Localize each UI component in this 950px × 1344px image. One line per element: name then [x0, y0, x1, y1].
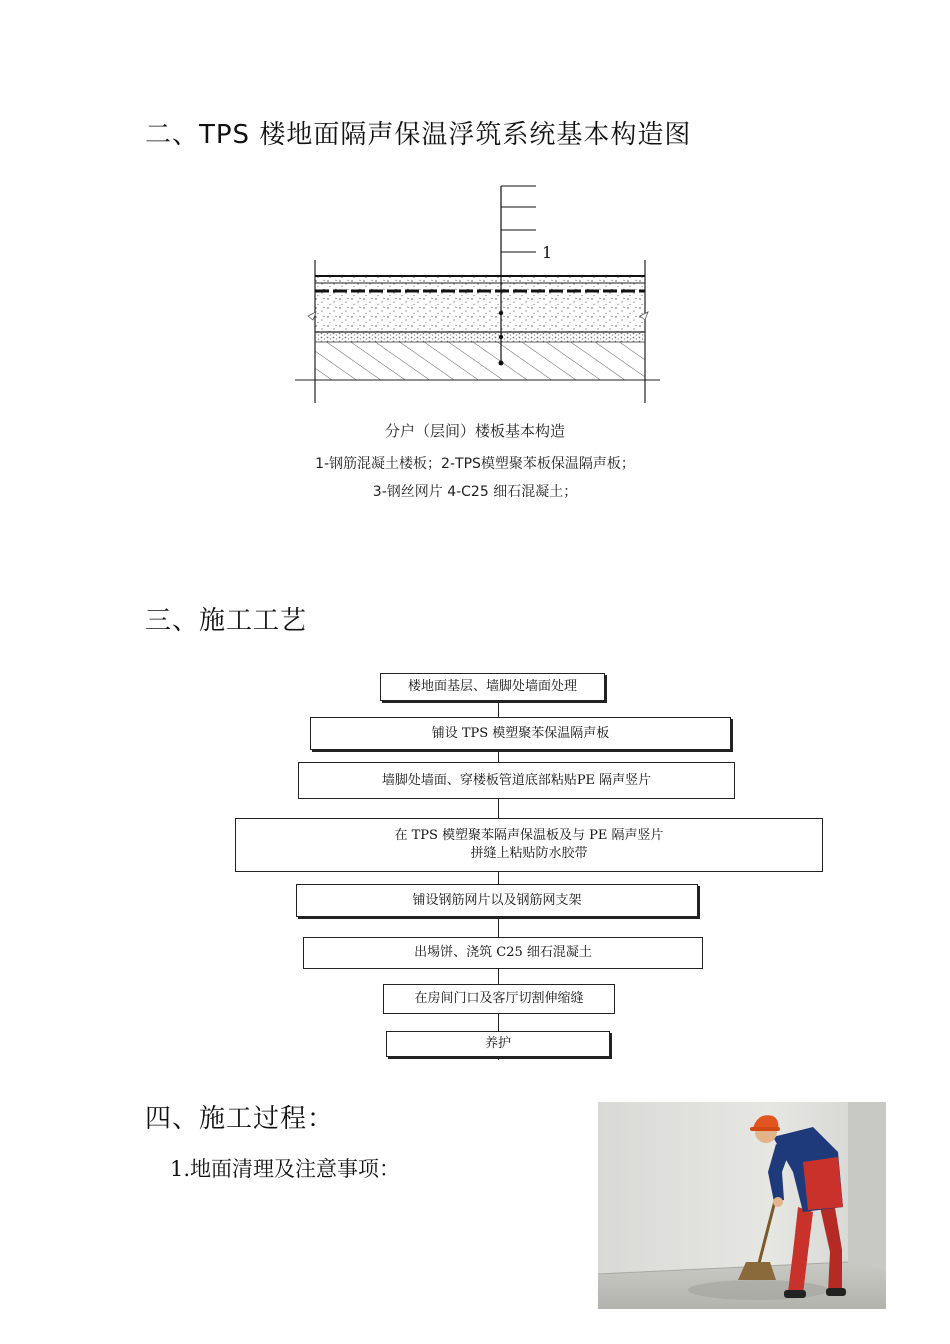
diagram-caption-line-1: 1-钢筋混凝土楼板；2-TPS模塑聚苯板保温隔声板； — [315, 456, 635, 472]
concrete-layer — [315, 276, 645, 332]
flow-step-5: 铺设钢筋网片以及钢筋网支架 — [296, 884, 698, 917]
flow-step-3: 墙脚处墙面、穿楼板管道底部粘贴PE 隔声竖片 — [298, 762, 735, 799]
flow-step-7: 在房间门口及客厅切割伸缩缝 — [383, 984, 615, 1014]
diagram-caption-line-2: 3-钢丝网片 4-C25 细石混凝土； — [372, 484, 578, 500]
floor-construction-diagram — [290, 180, 660, 410]
insulation-layer — [315, 333, 645, 342]
section-3-title: 三、施工工艺 — [145, 606, 308, 636]
subsection-1-title: 1.地面清理及注意事项： — [170, 1157, 401, 1181]
flow-step-2: 铺设 TPS 模塑聚苯保温隔声板 — [310, 717, 731, 750]
flow-step-4-line-2: 拼缝上粘贴防水胶带 — [470, 846, 588, 861]
worker-sweeping-photo — [598, 1102, 886, 1309]
diagram-number-label: 1 — [542, 243, 553, 262]
flow-step-1: 楼地面基层、墙脚处墙面处理 — [380, 673, 605, 701]
flow-step-6: 出埸饼、浇筑 C25 细石混凝土 — [303, 937, 703, 969]
flow-step-4-line-1: 在 TPS 模塑聚苯隔声保温板及与 PE 隔声竖片 — [394, 828, 664, 843]
section-4-title: 四、施工过程： — [145, 1104, 335, 1134]
diagram-caption-title: 分户（层间）楼板基本构造 — [384, 422, 565, 440]
flow-step-4 — [235, 818, 823, 872]
section-2-title: 二、TPS 楼地面隔声保温浮筑系统基本构造图 — [145, 120, 692, 150]
concrete-slab — [315, 342, 645, 380]
flow-step-8: 养护 — [386, 1031, 610, 1057]
